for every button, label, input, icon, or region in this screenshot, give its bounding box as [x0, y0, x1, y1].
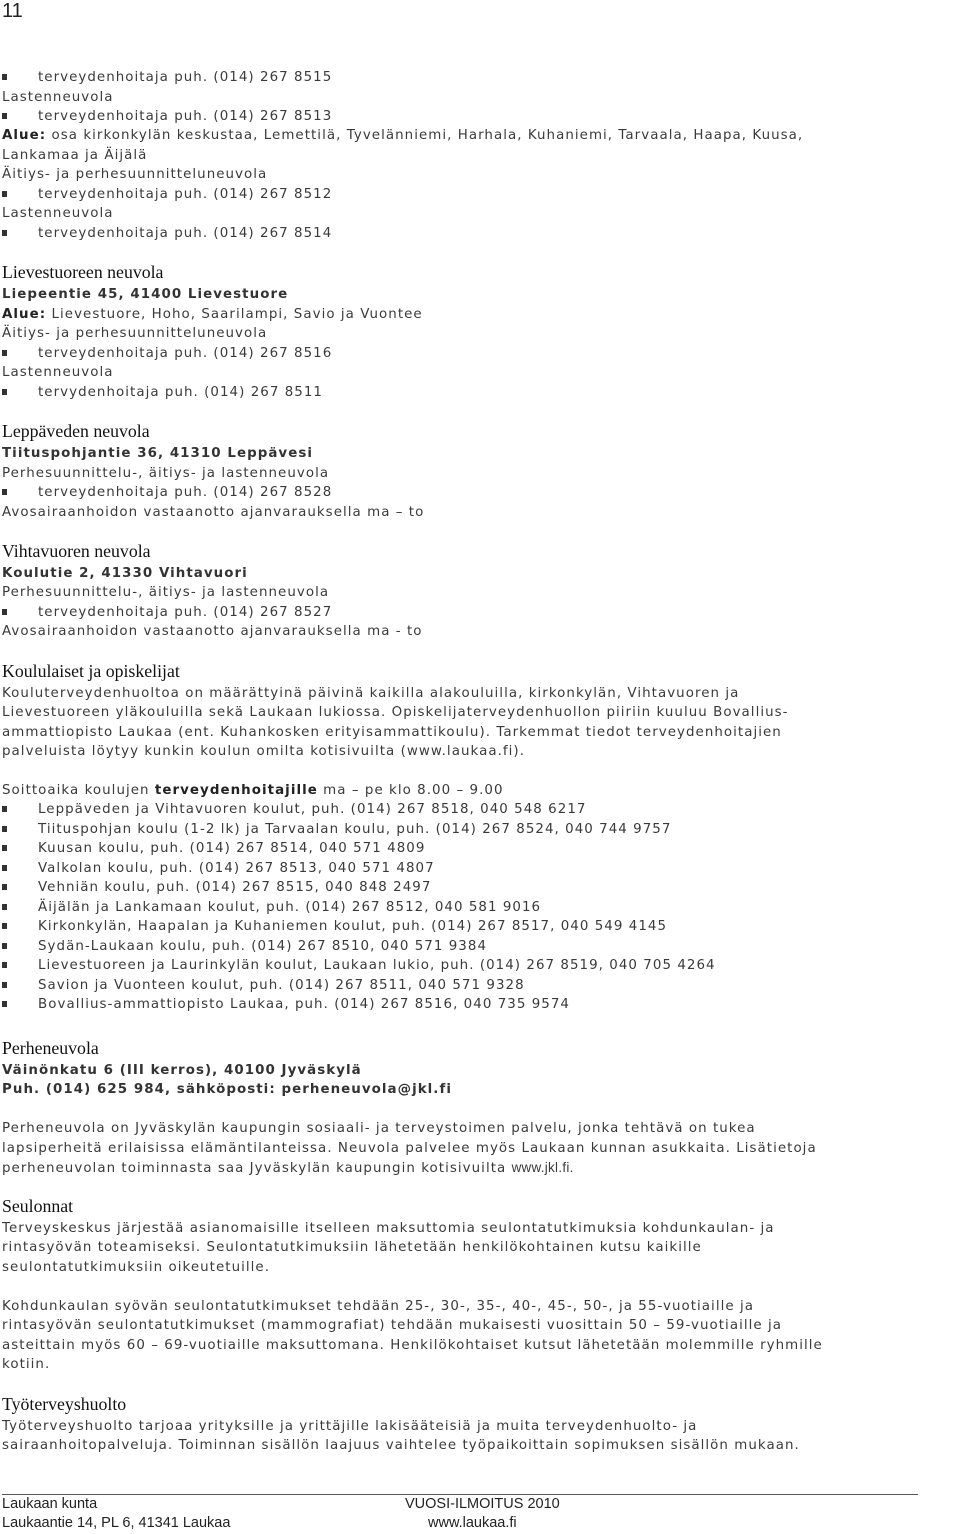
- school-item: Vehniän koulu, puh. (014) 267 8515, 040 848 2497: [38, 878, 431, 898]
- text-line: [2, 1158, 574, 1179]
- school-item: Sydän-Laukaan koulu, puh. (014) 267 8510, 040 571 9384: [38, 937, 487, 957]
- area-line: [2, 126, 803, 146]
- heading-vihtavuori: Vihtavuoren neuvola: [2, 541, 151, 561]
- heading-screenings: Seulonnat: [2, 1196, 74, 1216]
- text-line: Työterveyshuolto tarjoaa yrityksille ja yrittäjille lakisääteisiä ja muita terveydenhuolto- ja: [2, 1419, 698, 1434]
- text-line: sairaanhoitopalveluja. Toiminnan sisällön laajuus vaihtelee työpaikoittain sopimuksen sisällön mukaan.: [2, 1438, 800, 1453]
- call-time-text: Soittoaika koulujen: [2, 783, 155, 798]
- address-line: Tiituspohjantie 36, 41310 Leppävesi: [2, 446, 314, 461]
- school-item: Leppäveden ja Vihtavuoren koulut, puh. (014) 267 8518, 040 548 6217: [38, 800, 586, 820]
- contact-line: Puh. (014) 625 984, sähköposti: perheneuvola@jkl.fi: [2, 1082, 452, 1097]
- text-line: Lievestuoreen yläkouluilla sekä Laukaan lukiossa. Opiskelijaterveydenhuollon piiriin kuuluu Bovallius-: [2, 705, 789, 720]
- text-line: Kouluterveydenhuoltoa on määrättyinä päivinä kaikilla alakouluilla, kirkonkylän, Vihtavuoren ja: [2, 686, 740, 701]
- text-line: Avosairaanhoidon vastaanotto ajanvarauksella ma – to: [2, 505, 425, 520]
- list-item: terveydenhoitaja puh. (014) 267 8514: [38, 224, 332, 244]
- school-item: Bovallius-ammattiopisto Laukaa, puh. (014) 267 8516, 040 735 9574: [38, 995, 570, 1015]
- section-subtitle: Äitiys- ja perhesuunnitteluneuvola: [2, 326, 268, 341]
- footer-publication: VUOSI-ILMOITUS 2010: [405, 1496, 560, 1512]
- call-time-hours: ma – pe klo 8.00 – 9.00: [317, 783, 504, 798]
- text-span: perheneuvolan toiminnasta saa Jyväskylän kaupungin kotisivuilta: [2, 1161, 512, 1176]
- heading-family-counselling: Perheneuvola: [2, 1038, 99, 1058]
- text-line: Lankamaa ja Äijälä: [2, 148, 148, 163]
- heading-students: Koululaiset ja opiskelijat: [2, 661, 180, 681]
- text-line: Kohdunkaulan syövän seulontatutkimukset tehdään 25-, 30-, 35-, 40-, 45-, 50-, ja 55-vuotiaille ja: [2, 1299, 754, 1314]
- address-line: Väinönkatu 6 (III kerros), 40100 Jyväskylä: [2, 1063, 362, 1078]
- footer-organization: Laukaan kunta: [2, 1496, 98, 1512]
- text-line: kotiin.: [2, 1357, 51, 1372]
- text-line: Perheneuvola on Jyväskylän kaupungin sosiaali- ja terveystoimen palvelu, jonka tehtävä on tukea: [2, 1121, 756, 1136]
- call-time-emphasis: terveydenhoitajille: [154, 783, 318, 798]
- school-item: Lievestuoreen ja Laurinkylän koulut, Laukaan lukio, puh. (014) 267 8519, 040 705 4264: [38, 956, 716, 976]
- heading-leppavesi: Leppäveden neuvola: [2, 421, 150, 441]
- footer-divider: [2, 1494, 918, 1495]
- list-item: tervydenhoitaja puh. (014) 267 8511: [38, 383, 323, 403]
- school-item: Savion ja Vuonteen koulut, puh. (014) 267 8511, 040 571 9328: [38, 976, 525, 996]
- list-item: terveydenhoitaja puh. (014) 267 8513: [38, 107, 332, 127]
- text-line: rintasyövän toteamiseksi. Seulontatutkimuksiin lähetetään henkilökohtainen kutsu kaikille: [2, 1240, 702, 1255]
- list-item: terveydenhoitaja puh. (014) 267 8528: [38, 483, 332, 503]
- school-item: Tiituspohjan koulu (1-2 lk) ja Tarvaalan koulu, puh. (014) 267 8524, 040 744 9757: [38, 820, 671, 840]
- area-label: Alue:: [2, 307, 47, 322]
- list-item: terveydenhoitaja puh. (014) 267 8512: [38, 185, 332, 205]
- school-item: Äijälän ja Lankamaan koulut, puh. (014) 267 8512, 040 581 9016: [38, 898, 541, 918]
- area-text: Lievestuore, Hoho, Saarilampi, Savio ja Vuontee: [46, 307, 423, 322]
- area-line: [2, 305, 423, 325]
- text-line: ammattiopisto Laukaa (ent. Kuhankosken erityisammattikoulu). Tarkemmat tiedot terveydenhoitajien: [2, 725, 782, 740]
- school-item: Kirkonkylän, Haapalan ja Kuhaniemen koulut, puh. (014) 267 8517, 040 549 4145: [38, 917, 667, 937]
- address-line: Koulutie 2, 41330 Vihtavuori: [2, 566, 248, 581]
- text-line: seulontatutkimuksiin oikeutetuille.: [2, 1260, 271, 1275]
- list-item: terveydenhoitaja puh. (014) 267 8515: [38, 68, 332, 88]
- school-item: Valkolan koulu, puh. (014) 267 8513, 040 571 4807: [38, 859, 435, 879]
- section-subtitle: Lastenneuvola: [2, 90, 114, 105]
- section-subtitle: Äitiys- ja perhesuunnitteluneuvola: [2, 167, 268, 182]
- list-item: terveydenhoitaja puh. (014) 267 8527: [38, 603, 332, 623]
- footer-website: www.laukaa.fi: [428, 1515, 517, 1531]
- text-line: lapsiperheitä erilaisissa elämäntilanteissa. Neuvola palvelee myös Laukaan kunnan asukkaita. Lisätietoja: [2, 1141, 817, 1156]
- footer-address: Laukaantie 14, PL 6, 41341 Laukaa: [2, 1515, 231, 1531]
- section-subtitle: Lastenneuvola: [2, 365, 114, 380]
- text-line: Terveyskeskus järjestää asianomaisille itselleen maksuttomia seulontatutkimuksia kohdunkaulan- ja: [2, 1221, 775, 1236]
- text-line: rintasyövän seulontatutkimukset (mammografiat) tehdään mukaisesti vuosittain 50 – 59-vuotiaille ja: [2, 1318, 783, 1333]
- list-item: terveydenhoitaja puh. (014) 267 8516: [38, 344, 332, 364]
- section-subtitle: Perhesuunnittelu-, äitiys- ja lastenneuvola: [2, 466, 330, 481]
- area-label: Alue:: [2, 128, 47, 143]
- section-subtitle: Lastenneuvola: [2, 206, 114, 221]
- call-time-line: [2, 781, 504, 801]
- section-subtitle: Perhesuunnittelu-, äitiys- ja lastenneuvola: [2, 585, 330, 600]
- text-line: Avosairaanhoidon vastaanotto ajanvarauksella ma - to: [2, 624, 423, 639]
- heading-lievestuore: Lievestuoreen neuvola: [2, 262, 164, 282]
- school-item: Kuusan koulu, puh. (014) 267 8514, 040 571 4809: [38, 839, 425, 859]
- area-text: osa kirkonkylän keskustaa, Lemettilä, Tyvelänniemi, Harhala, Kuhaniemi, Tarvaala, Haapa, Kuusa,: [46, 128, 804, 143]
- text-line: asteittain myös 60 – 69-vuotiaille maksuttomana. Henkilökohtaiset kutsut lähetetään molemmille ryhmille: [2, 1338, 823, 1353]
- heading-occupational-health: Työterveyshuolto: [2, 1394, 127, 1414]
- page-number: 11: [2, 0, 23, 22]
- text-line: palveluista löytyy kunkin koulun omilta kotisivuilta (www.laukaa.fi).: [2, 744, 526, 759]
- website-link[interactable]: www.jkl.fi.: [511, 1160, 574, 1175]
- address-line: Liepeentie 45, 41400 Lievestuore: [2, 287, 289, 302]
